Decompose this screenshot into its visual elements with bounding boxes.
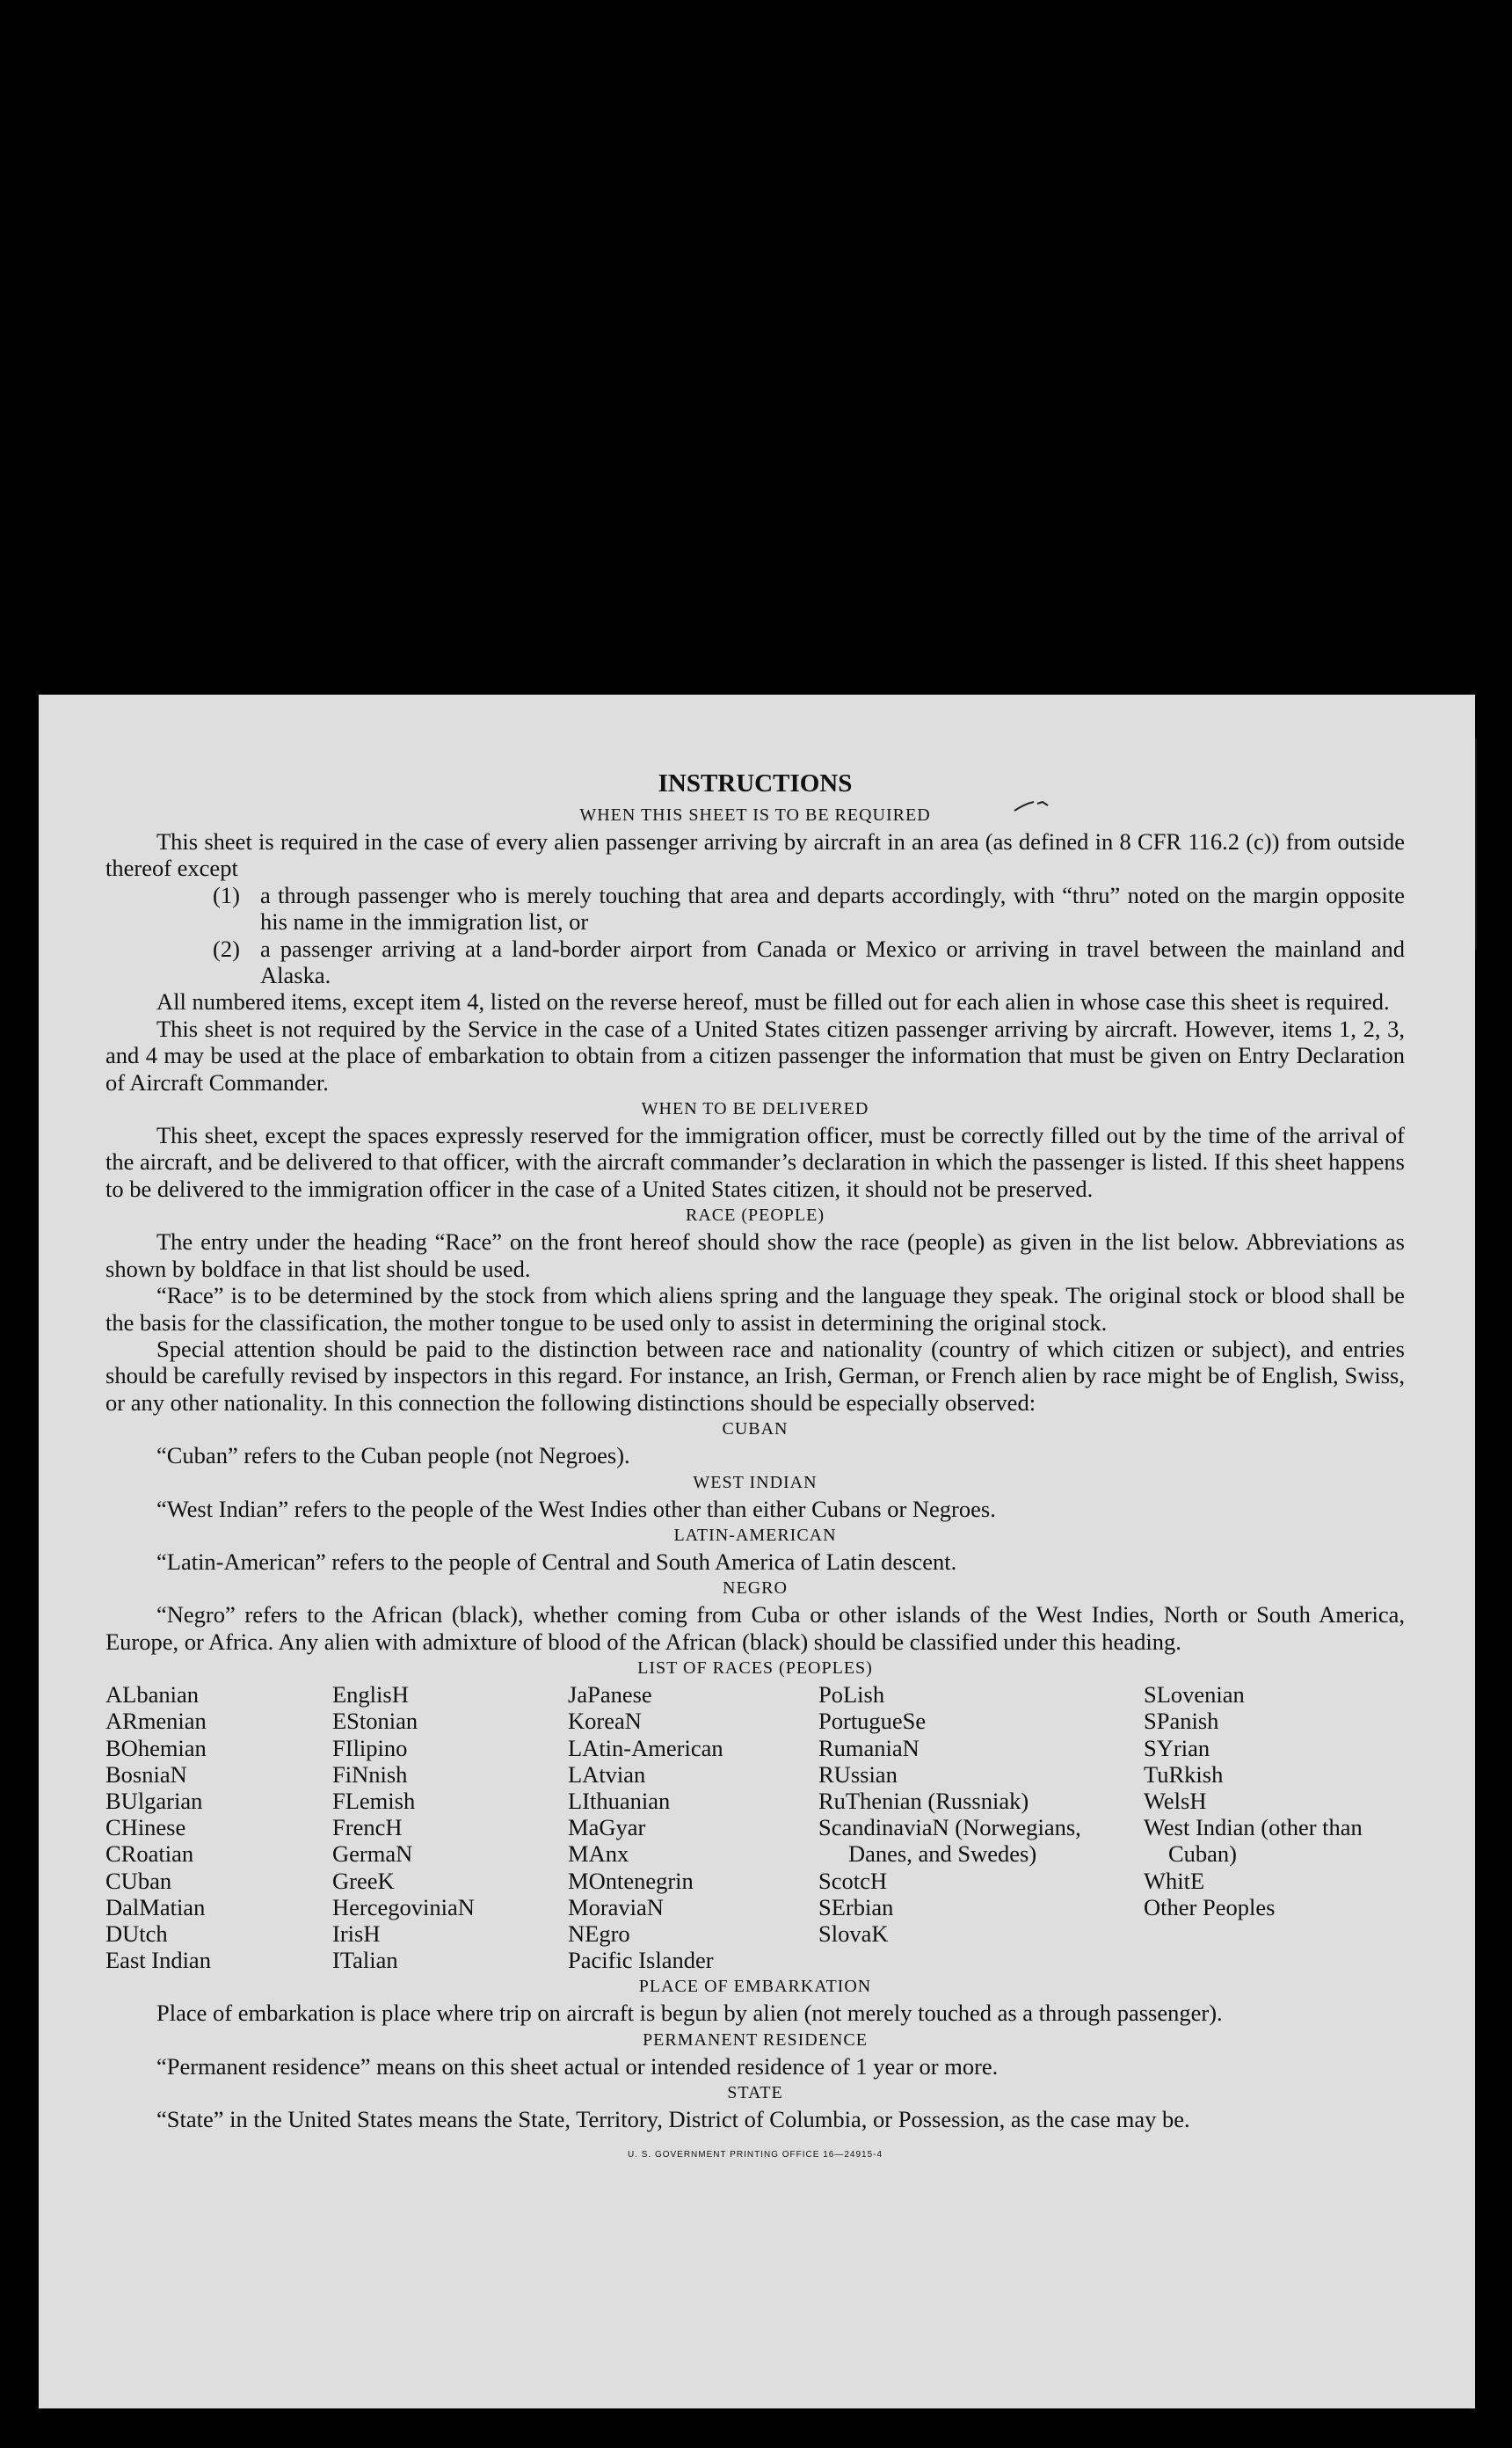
heading-latin-american: LATIN-AMERICAN (673, 1525, 837, 1545)
race-item: SYrian (1144, 1734, 1210, 1761)
race-item: CHinese (105, 1814, 186, 1841)
race-item: RuThenian (Russniak) (818, 1787, 1029, 1814)
state-text: “State” in the United States means the State, Territory, District of Columbia, or Possession, as the case may be. (156, 2106, 1190, 2133)
race-item: JaPanese (568, 1681, 652, 1708)
heading-cuban: CUBAN (722, 1419, 789, 1439)
cuban-text: “Cuban” refers to the Cuban people (not Negroes). (156, 1442, 630, 1469)
race-item: MaGyar (568, 1814, 646, 1841)
race-item: SPanish (1144, 1708, 1219, 1735)
race-item: NEgro (568, 1920, 630, 1947)
item-number: (2) (213, 935, 240, 962)
race-item: PortugueSe (818, 1708, 927, 1735)
instruction-sheet (39, 695, 1475, 2408)
residence-text: “Permanent residence” means on this sheet actual or intended residence of 1 year or more. (156, 2052, 999, 2080)
race-item: BosniaN (105, 1760, 187, 1788)
embarkation-text: Place of embarkation is place where trip on aircraft is begun by alien (not merely touched as a through passenger). (156, 2000, 1223, 2027)
race-item: GermaN (332, 1840, 413, 1868)
when-delivered-text: This sheet, except the spaces expressly reserved for the immigration officer, must be correctly filled out by the time of the arrival of the aircraft, and be delivered to that officer, with the aircraft commander’s declaration in which the passenger is listed. If this sheet happens to be delivered to the immigration officer in the case of a United States citizen, it should not be preserved. (105, 1122, 1405, 1202)
race-item: ScotcH (818, 1867, 888, 1894)
race-item: EnglisH (332, 1681, 409, 1708)
race-item: LAtvian (568, 1760, 646, 1788)
race-item: LAtin-American (568, 1734, 723, 1761)
citizen-paragraph: This sheet is not required by the Service in the case of a United States citizen passenger arriving by aircraft. However, items 1, 2, 3, and 4 may be used at the place of embarkation to obtain from a citizen passenger the information that must be given on Entry Declaration of Aircraft Commander. (105, 1015, 1405, 1096)
negro-text: “Negro” refers to the African (black), whether coming from Cuba or other islands of the West Indies, North or South America, Europe, or Africa. Any alien with admixture of blood of the African (black) should be classified under this heading. (105, 1601, 1405, 1655)
exception-item-1 (105, 882, 1405, 936)
heading-when-required: WHEN THIS SHEET IS TO BE REQUIRED (579, 805, 931, 825)
heading-state: STATE (727, 2083, 783, 2103)
race-item: RUssian (818, 1760, 898, 1788)
race-item: GreeK (332, 1867, 395, 1894)
races-column-3 (568, 1681, 818, 1973)
race-item: ALbanian (105, 1681, 199, 1708)
race-item: WhitE (1144, 1867, 1205, 1894)
race-item: TuRkish (1144, 1760, 1224, 1788)
heading-residence: PERMANENT RESIDENCE (643, 2029, 868, 2050)
heading-negro: NEGRO (723, 1578, 788, 1599)
races-column-4 (818, 1681, 1144, 1973)
race-item: FIlipino (332, 1734, 408, 1761)
printing-office-footer: U. S. GOVERNMENT PRINTING OFFICE 16—24915-4 (627, 2149, 883, 2160)
exception-item-2 (105, 936, 1405, 989)
race-item: FiNnish (332, 1760, 408, 1788)
race-item: FLemish (332, 1787, 416, 1814)
race-paragraph-2: “Race” is to be determined by the stock from which aliens spring and the language they speak. The original stock or blood shall be the basis for the classification, the mother tongue to be used only to assist in determining the original stock. (105, 1282, 1405, 1336)
race-item: East Indian (105, 1947, 211, 1974)
race-item: MOntenegrin (568, 1867, 694, 1894)
races-list (105, 1681, 1405, 1973)
race-item: BUlgarian (105, 1787, 203, 1814)
race-item: West Indian (other than Cuban) (1144, 1814, 1363, 1868)
race-item: MoraviaN (568, 1893, 664, 1920)
race-paragraph-3: Special attention should be paid to the distinction between race and nationality (country of which citizen or subject), and entries should be carefully revised by inspectors in this regard. For instance, an Irish, German, or French alien by race might be of English, Swiss, or any other nationality. In this connection the following distinctions should be especially observed: (105, 1335, 1405, 1416)
races-column-2 (332, 1681, 568, 1973)
race-item: IrisH (332, 1920, 381, 1947)
race-item: HercegoviniaN (332, 1893, 475, 1920)
race-item: ARmenian (105, 1708, 207, 1735)
numbered-items-paragraph: All numbered items, except item 4, listed on the reverse hereof, must be filled out for each alien in whose case this sheet is required. (156, 988, 1390, 1016)
race-item: SLovenian (1144, 1681, 1245, 1708)
west-indian-text: “West Indian” refers to the people of the West Indies other than either Cubans or Negroes. (156, 1495, 996, 1522)
race-item: FrencH (332, 1814, 403, 1841)
checkmark-annotation (1013, 798, 1055, 816)
race-item: DUtch (105, 1920, 168, 1947)
item-text: a passenger arriving at a land-border airport from Canada or Mexico or arriving in travel between the mainland and Alaska. (260, 935, 1405, 989)
race-item: SErbian (818, 1893, 894, 1920)
race-item: KoreaN (568, 1708, 642, 1735)
heading-race: RACE (PEOPLE) (686, 1206, 825, 1226)
race-paragraph-1: The entry under the heading “Race” on the front hereof should show the race (people) as given in the list below. Abbreviations as shown by boldface in that list should be used. (105, 1228, 1405, 1282)
heading-west-indian: WEST INDIAN (693, 1472, 818, 1492)
race-item: LIthuanian (568, 1787, 671, 1814)
item-number: (1) (213, 881, 240, 908)
races-column-1 (105, 1681, 332, 1973)
race-item: ScandinaviaN (Norwegians, Danes, and Swedes) (818, 1814, 1081, 1868)
page-title: INSTRUCTIONS (658, 769, 853, 798)
race-item: Pacific Islander (568, 1947, 714, 1974)
latin-american-text: “Latin-American” refers to the people of Central and South America of Latin descent. (156, 1548, 957, 1575)
race-item: ITalian (332, 1947, 398, 1974)
race-item: MAnx (568, 1840, 629, 1868)
race-item: EStonian (332, 1708, 418, 1735)
race-item: CRoatian (105, 1840, 194, 1868)
race-item: Other Peoples (1144, 1893, 1276, 1920)
races-column-5 (1144, 1681, 1399, 1973)
race-item: CUban (105, 1867, 172, 1894)
race-item: BOhemian (105, 1734, 207, 1761)
race-item: DalMatian (105, 1893, 206, 1920)
race-item: SlovaK (818, 1920, 889, 1947)
heading-embarkation: PLACE OF EMBARKATION (638, 1977, 872, 1997)
item-text: a through passenger who is merely touching that area and departs accordingly, with “thru” noted on the margin opposite his name in the immigration list, or (260, 881, 1405, 936)
heading-list-of-races: LIST OF RACES (PEOPLES) (637, 1658, 873, 1679)
race-item: PoLish (818, 1681, 885, 1708)
race-item: WelsH (1144, 1787, 1207, 1814)
race-item: RumaniaN (818, 1734, 920, 1761)
when-required-intro: This sheet is required in the case of every alien passenger arriving by aircraft in an area (as defined in 8 CFR 116.2 (c)) from outside thereof except (105, 828, 1405, 882)
heading-when-delivered: WHEN TO BE DELIVERED (641, 1099, 869, 1119)
